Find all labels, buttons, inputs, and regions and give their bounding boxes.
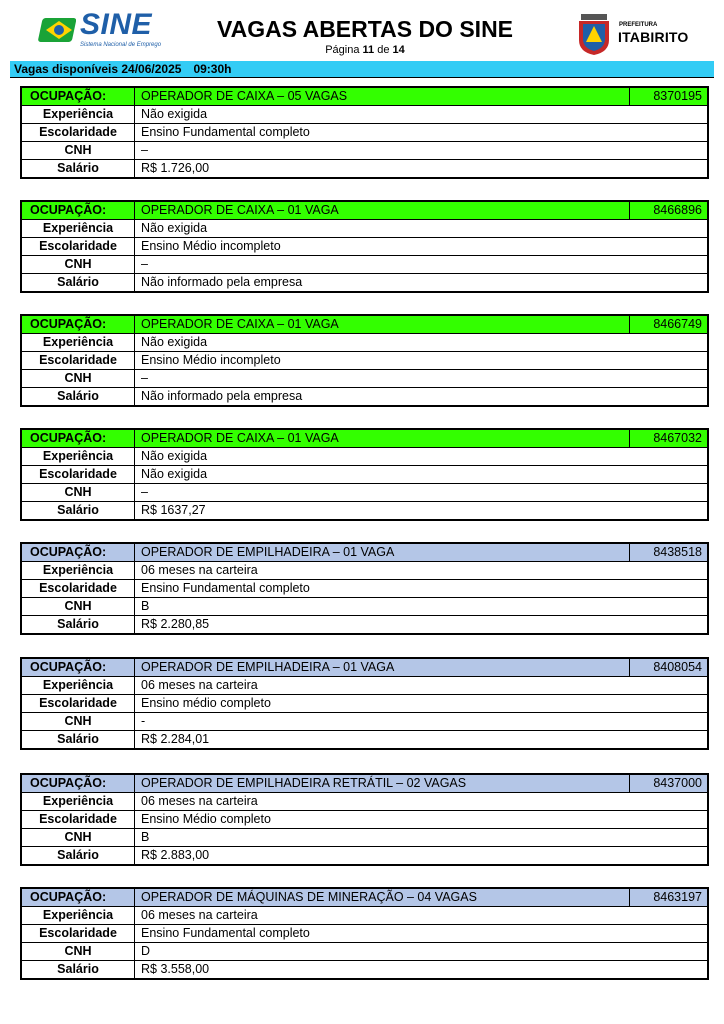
job-code: 8437000 [630, 774, 709, 793]
experience-label: Experiência [21, 334, 135, 352]
job-title: OPERADOR DE EMPILHADEIRA – 01 VAGA [135, 658, 630, 677]
cnh-value: D [135, 943, 709, 961]
page-prefix: Página [325, 44, 360, 56]
cnh-value: B [135, 829, 709, 847]
salary-label: Salário [21, 502, 135, 521]
education-value: Ensino Médio incompleto [135, 238, 709, 256]
salary-value: Não informado pela empresa [135, 274, 709, 293]
occupation-label: OCUPAÇÃO: [21, 201, 135, 220]
sine-logo [38, 8, 168, 52]
job-table [20, 86, 709, 179]
cnh-value: B [135, 598, 709, 616]
experience-value: 06 meses na carteira [135, 562, 709, 580]
job-title: OPERADOR DE CAIXA – 01 VAGA [135, 315, 630, 334]
occupation-label: OCUPAÇÃO: [21, 658, 135, 677]
availability-date: Vagas disponíveis 24/06/2025 [14, 62, 182, 76]
prefeitura-label: PREFEITURA [619, 22, 658, 28]
job-table [20, 773, 709, 866]
education-value: Ensino Fundamental completo [135, 580, 709, 598]
header-divider [10, 77, 714, 78]
education-label: Escolaridade [21, 124, 135, 142]
experience-label: Experiência [21, 677, 135, 695]
experience-label: Experiência [21, 793, 135, 811]
city-name: ITABIRITO [618, 29, 689, 45]
sine-logo-subtitle: Sistema Nacional de Emprego [80, 42, 162, 48]
job-code: 8466896 [630, 201, 709, 220]
education-label: Escolaridade [21, 466, 135, 484]
page-indicator [195, 44, 535, 56]
salary-label: Salário [21, 616, 135, 635]
education-label: Escolaridade [21, 811, 135, 829]
experience-label: Experiência [21, 907, 135, 925]
job-code: 8466749 [630, 315, 709, 334]
experience-value: 06 meses na carteira [135, 793, 709, 811]
job-title: OPERADOR DE EMPILHADEIRA RETRÁTIL – 02 VAGAS [135, 774, 630, 793]
salary-value: R$ 1637,27 [135, 502, 709, 521]
cnh-label: CNH [21, 713, 135, 731]
salary-label: Salário [21, 731, 135, 750]
job-code: 8467032 [630, 429, 709, 448]
experience-label: Experiência [21, 562, 135, 580]
cnh-value: – [135, 256, 709, 274]
page-current: 11 [362, 44, 375, 56]
job-table [20, 657, 709, 750]
experience-value: Não exigida [135, 448, 709, 466]
salary-label: Salário [21, 847, 135, 866]
salary-value: R$ 2.284,01 [135, 731, 709, 750]
job-title: OPERADOR DE CAIXA – 01 VAGA [135, 429, 630, 448]
cnh-label: CNH [21, 484, 135, 502]
occupation-label: OCUPAÇÃO: [21, 429, 135, 448]
cnh-value: – [135, 370, 709, 388]
education-label: Escolaridade [21, 580, 135, 598]
page-of: de [377, 44, 390, 56]
cnh-value: – [135, 142, 709, 160]
salary-value: R$ 2.883,00 [135, 847, 709, 866]
cnh-value: – [135, 484, 709, 502]
occupation-label: OCUPAÇÃO: [21, 774, 135, 793]
education-value: Ensino Médio incompleto [135, 352, 709, 370]
city-crest-icon [575, 12, 613, 56]
job-table [20, 542, 709, 635]
sine-logo-text: SINE [80, 8, 153, 41]
job-table [20, 428, 709, 521]
availability-time: 09:30h [193, 62, 232, 76]
occupation-label: OCUPAÇÃO: [21, 87, 135, 106]
job-code: 8438518 [630, 543, 709, 562]
salary-label: Salário [21, 388, 135, 407]
education-value: Ensino Fundamental completo [135, 124, 709, 142]
prefeitura-logo [575, 12, 690, 56]
education-value: Ensino médio completo [135, 695, 709, 713]
availability-bar [10, 61, 714, 77]
page-title: VAGAS ABERTAS DO SINE [216, 16, 514, 42]
salary-value: R$ 2.280,85 [135, 616, 709, 635]
education-label: Escolaridade [21, 925, 135, 943]
education-value: Ensino Médio completo [135, 811, 709, 829]
salary-label: Salário [21, 274, 135, 293]
cnh-label: CNH [21, 370, 135, 388]
education-label: Escolaridade [21, 695, 135, 713]
experience-label: Experiência [21, 448, 135, 466]
education-label: Escolaridade [21, 352, 135, 370]
education-value: Não exigida [135, 466, 709, 484]
job-table [20, 314, 709, 407]
job-table [20, 200, 709, 293]
job-title: OPERADOR DE MÁQUINAS DE MINERAÇÃO – 04 VAGAS [135, 888, 630, 907]
cnh-label: CNH [21, 142, 135, 160]
education-label: Escolaridade [21, 238, 135, 256]
brazil-flag-icon [38, 12, 76, 48]
occupation-label: OCUPAÇÃO: [21, 315, 135, 334]
experience-label: Experiência [21, 220, 135, 238]
job-table [20, 887, 709, 980]
job-title: OPERADOR DE CAIXA – 05 VAGAS [135, 87, 630, 106]
cnh-label: CNH [21, 598, 135, 616]
salary-value: R$ 3.558,00 [135, 961, 709, 980]
experience-value: Não exigida [135, 334, 709, 352]
job-title: OPERADOR DE EMPILHADEIRA – 01 VAGA [135, 543, 630, 562]
salary-value: R$ 1.726,00 [135, 160, 709, 179]
education-value: Ensino Fundamental completo [135, 925, 709, 943]
cnh-value: - [135, 713, 709, 731]
cnh-label: CNH [21, 943, 135, 961]
experience-value: 06 meses na carteira [135, 677, 709, 695]
cnh-label: CNH [21, 829, 135, 847]
experience-label: Experiência [21, 106, 135, 124]
salary-label: Salário [21, 160, 135, 179]
salary-label: Salário [21, 961, 135, 980]
occupation-label: OCUPAÇÃO: [21, 543, 135, 562]
job-title: OPERADOR DE CAIXA – 01 VAGA [135, 201, 630, 220]
experience-value: Não exigida [135, 106, 709, 124]
occupation-label: OCUPAÇÃO: [21, 888, 135, 907]
cnh-label: CNH [21, 256, 135, 274]
salary-value: Não informado pela empresa [135, 388, 709, 407]
job-code: 8463197 [630, 888, 709, 907]
experience-value: 06 meses na carteira [135, 907, 709, 925]
job-code: 8408054 [630, 658, 709, 677]
page-total: 14 [392, 44, 405, 56]
experience-value: Não exigida [135, 220, 709, 238]
job-code: 8370195 [630, 87, 709, 106]
